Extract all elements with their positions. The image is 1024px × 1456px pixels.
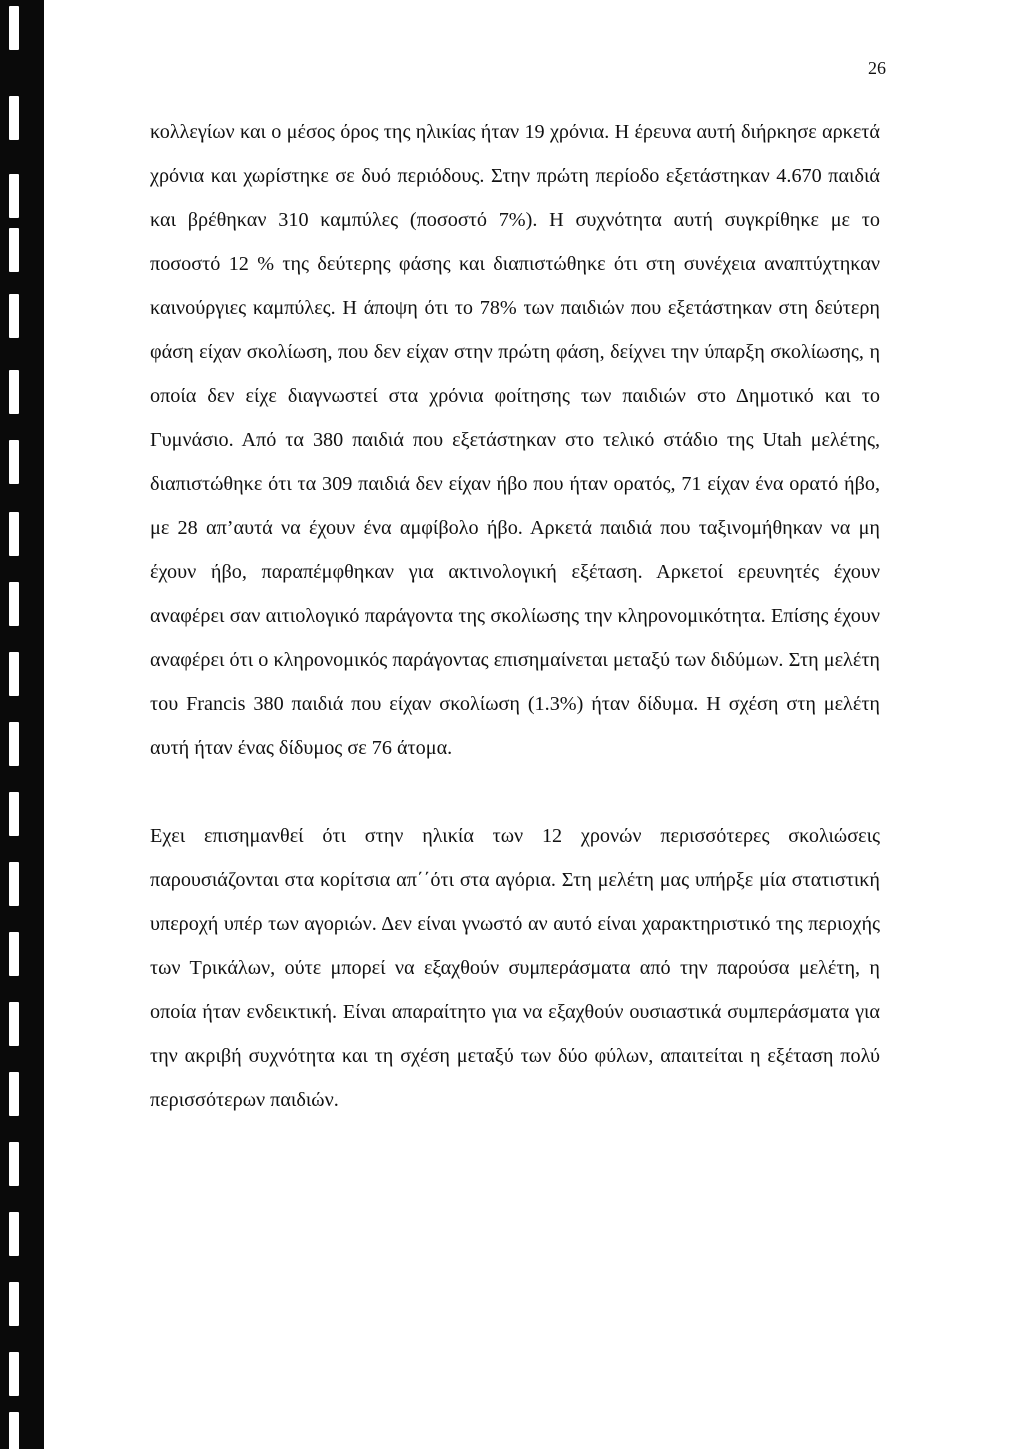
binding-hole — [9, 582, 19, 626]
page-number: 26 — [868, 58, 886, 78]
binding-hole — [9, 722, 19, 766]
binding-hole — [9, 6, 19, 50]
binding-hole — [9, 440, 19, 484]
binding-hole — [9, 792, 19, 836]
binding-hole — [9, 1142, 19, 1186]
binding-hole — [9, 512, 19, 556]
document-body — [150, 110, 880, 1122]
binding-hole — [9, 1412, 19, 1456]
binding-hole — [9, 862, 19, 906]
paragraph: κολλεγίων και ο μέσος όρος της ηλικίας ήταν 19 χρόνια. Η έρευνα αυτή διήρκησε αρκετά χρόνια και χωρίστηκε σε δυό περιόδους. Στην πρώτη περίοδο εξετάστηκαν 4.670 παιδιά και βρέθηκαν 310 καμπύλες (ποσοστό 7%). Η συχνότητα αυτή συγκρίθηκε με το ποσοστό 12 % της δεύτερης φάσης και διαπιστώθηκε ότι στη συνέχεια αναπτύχτηκαν καινούργιες καμπύλες. Η άποψη ότι το 78% των παιδιών που εξετάστηκαν στη δεύτερη φάση είχαν σκολίωση, που δεν είχαν στην πρώτη φάση, δείχνει την ύπαρξη σκολίωσης, η οποία δεν είχε διαγνωστεί στα χρόνια φοίτησης των παιδιών στο Δημοτικό και το Γυμνάσιο. Από τα 380 παιδιά που εξετάστηκαν στο τελικό στάδιο της Utah μελέτης, διαπιστώθηκε ότι τα 309 παιδιά δεν είχαν ήβο που ήταν ορατός, 71 είχαν ένα ορατό ήβο, με 28 απ’αυτά να έχουν ένα αμφίβολο ήβο. Αρκετά παιδιά που ταξινομήθηκαν να μη έχουν ήβο, παραπέμφθηκαν για ακτινολογική εξέταση. Αρκετοί ερευνητές έχουν αναφέρει σαν αιτιολογικό παράγοντα της σκολίωσης την κληρονομικότητα. Επίσης έχουν αναφέρει ότι ο κληρονομικός παράγοντας επισημαίνεται μεταξύ των διδύμων. Στη μελέτη του Francis 380 παιδιά που είχαν σκολίωση (1.3%) ήταν δίδυμα. Η σχέση στη μελέτη αυτή ήταν ένας δίδυμος σε 76 άτομα. — [150, 121, 880, 759]
binding-hole — [9, 1072, 19, 1116]
binding-hole — [9, 932, 19, 976]
binding-hole — [9, 1002, 19, 1046]
binding-hole — [9, 652, 19, 696]
binding-hole — [9, 1282, 19, 1326]
binding-hole — [9, 228, 19, 272]
binding-hole — [9, 1352, 19, 1396]
paragraph: Εχει επισημανθεί ότι στην ηλικία των 12 χρονών περισσότερες σκολιώσεις παρουσιάζονται στα κορίτσια απ΄΄ότι στα αγόρια. Στη μελέτη μας υπήρξε μία στατιστική υπεροχή υπέρ των αγοριών. Δεν είναι γνωστό αν αυτό είναι χαρακτηριστικό της περιοχής των Τρικάλων, ούτε μπορεί να εξαχθούν συμπεράσματα από την παρούσα μελέτη, η οποία ήταν ενδεικτική. Είναι απαραίτητο για να εξαχθούν ουσιαστικά συμπεράσματα για την ακριβή συχνότητα και τη σχέση μεταξύ των δύο φύλων, απαιτείται η εξέταση πολύ περισσότερων παιδιών. — [150, 825, 880, 1111]
binding-hole — [9, 1212, 19, 1256]
binding-hole — [9, 174, 19, 218]
binding-hole — [9, 96, 19, 140]
binding-hole — [9, 370, 19, 414]
scan-binding-strip — [0, 0, 44, 1449]
binding-hole — [9, 294, 19, 338]
